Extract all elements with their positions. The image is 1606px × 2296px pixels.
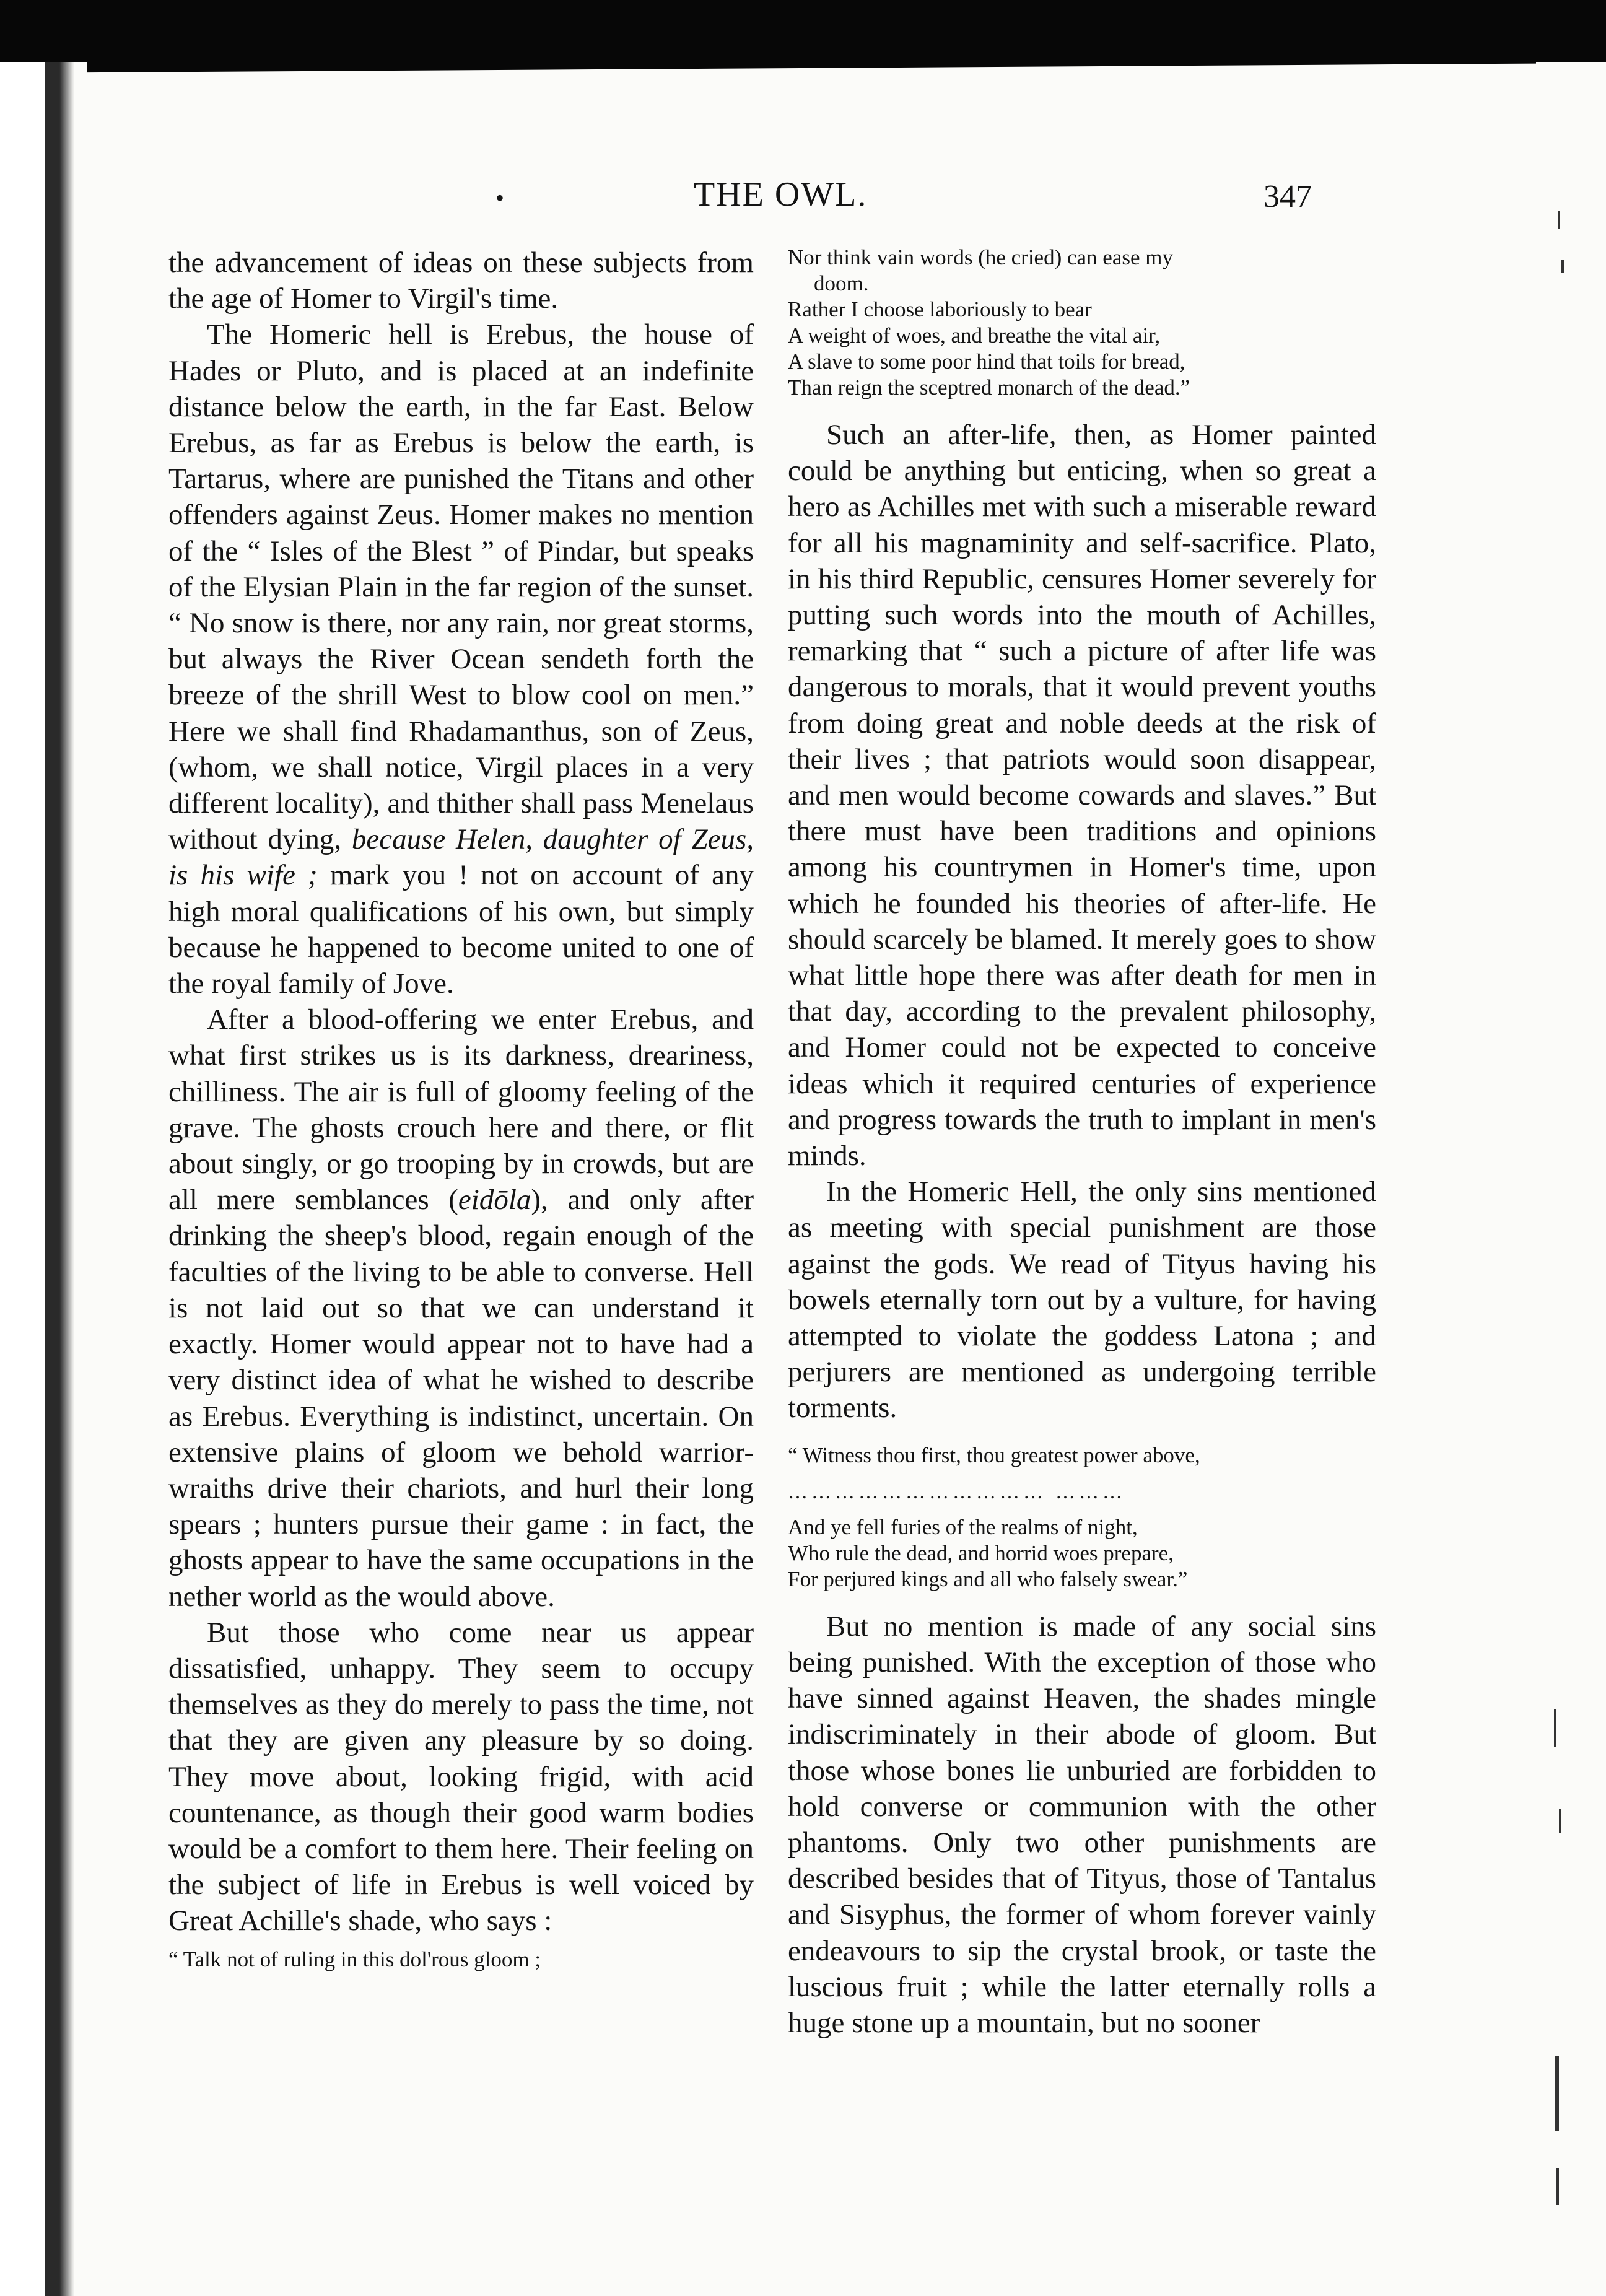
scan-left-edge	[0, 62, 87, 2296]
verse-line: And ye fell furies of the realms of night,	[788, 1514, 1138, 1539]
verse-line: For perjured kings and all who falsely swear.”	[788, 1566, 1188, 1591]
paragraph: But those who come near us appear dissatisfied, unhappy. They seem to occupy themselves as they do merely to pass the time, not that they are given any pleasure by so doing. They move about, looking frigid, with acid countenance, as though their good warm bodies would be a comfort to them here. Their feeling on the subject of life in Erebus is well voiced by Great Achille's shade, who says :	[168, 1616, 754, 1937]
verse-line: doom.	[814, 271, 869, 295]
verse-line: “ Witness thou first, thou greatest power above,	[788, 1443, 1200, 1467]
verse-line: Rather I choose laboriously to bear	[788, 297, 1092, 321]
paragraph: Such an after-life, then, as Homer painted could be anything but enticing, when so great a hero as Achilles met with such a miserable reward for all his magnaminity and self-sacrifice. Plato, in his third Republic, censures Homer severely for putting such words into the mouth of Achilles, remarking that “ such a picture of after life was dangerous to morals, that it would prevent youths from doing great and noble deeds at the risk of their lives ; that patriots would soon disappear, and men would become cowards and slaves.” But there must have been traditions and opinions among his countrymen in Homer's time, upon which he founded his theories of after-life. He should scarcely be blamed. It merely goes to show what little hope there was after death for men in that day, according to the prevalent philosophy, and Homer could not be expected to conceive ideas which it required centuries of experience and progress towards the truth to implant in men's minds.	[788, 419, 1376, 1172]
scan-top-border	[0, 0, 1606, 62]
paragraph: But no mention is made of any social sins being punished. With the exception of those who have sinned against Heaven, the shades mingle indiscriminately in their abode of gloom. But those whose bones lie unburied are forbidden to hold converse or communion with the other phantoms. Only two other punishments are described besides that of Tityus, those of Tantalus and Sisyphus, the former of whom forever vainly endeavours to sip the crystal brook, or taste the luscious fruit ; while the latter eternally rolls a huge stone up a mountain, but no sooner	[788, 1610, 1376, 2039]
header-bullet: •	[495, 184, 505, 212]
verse-quote	[788, 245, 1376, 401]
verse-line: Than reign the sceptred monarch of the dead.”	[788, 375, 1190, 399]
verse-line: A slave to some poor hind that toils for bread,	[788, 349, 1185, 373]
paragraph: the advancement of ideas on these subjects from the age of Homer to Virgil's time.	[168, 247, 754, 315]
paragraph: After a blood-offering we enter Erebus, and what first strikes us is its darkness, dreariness, chilliness. The air is full of gloomy feeling of the grave. The ghosts crouch here and there, or flit about singly, or go trooping by in crowds, but are all mere semblances (eidōla), and only after drinking the sheep's blood, regain enough of the faculties of the living to be able to converse. Hell is not laid out so that we can understand it exactly. Homer would appear not to have had a very distinct idea of what he wished to describe as Erebus. Everything is indistinct, uncertain. On extensive plains of gloom we behold warrior-wraiths drive their chariots, and hurl their long spears ; hunters pursue their game : in fact, the ghosts appear to have the same occupations in the nether world as the would above.	[168, 1003, 754, 1613]
verse-quote	[788, 1443, 1376, 1592]
verse-ellipsis: …………………………… ………	[788, 1480, 1126, 1503]
verse-line: Nor think vain words (he cried) can ease my	[788, 245, 1174, 269]
right-column	[788, 245, 1376, 2041]
running-head-title: THE OWL.	[694, 175, 868, 214]
scan-right-margin-marks	[1550, 186, 1569, 2230]
italic-phrase: because Helen, daughter of Zeus, is his wife ;	[168, 823, 754, 892]
left-column	[168, 245, 754, 1973]
verse-line: “ Talk not of ruling in this dol'rous gloom ;	[168, 1947, 541, 1971]
verse-line: Who rule the dead, and horrid woes prepare,	[788, 1540, 1174, 1565]
paragraph: In the Homeric Hell, the only sins mentioned as meeting with special punishment are those against the gods. We read of Tityus having his bowels eternally torn out by a vulture, for having attempted to violate the goddess Latona ; and perjurers are mentioned as undergoing terrible torments.	[788, 1176, 1376, 1425]
italic-word: eidōla	[458, 1184, 531, 1216]
verse-quote	[168, 1947, 754, 1973]
paragraph: The Homeric hell is Erebus, the house of Hades or Pluto, and is placed at an indefinite distance below the earth, in the far East. Below Erebus, as far as Erebus is below the earth, is Tartarus, where are punished the Titans and other offenders against Zeus. Homer makes no mention of the “ Isles of the Blest ” of Pindar, but speaks of the Elysian Plain in the far region of the sunset. “ No snow is there, nor any rain, nor great storms, but always the River Ocean sendeth forth the breeze of the shrill West to blow cool on men.” Here we shall find Rhadamanthus, son of Zeus, (whom, we shall notice, Virgil places in a very different locality), and thither shall pass Menelaus without dying, because Helen, daughter of Zeus, is his wife ; mark you ! not on account of any high moral qualifications of his own, but simply because he happened to become united to one of the royal family of Jove.	[168, 318, 754, 1000]
scan-top-border-taper	[0, 59, 1536, 73]
verse-line: A weight of woes, and breathe the vital air,	[788, 323, 1161, 347]
page-number: 347	[1263, 179, 1312, 214]
